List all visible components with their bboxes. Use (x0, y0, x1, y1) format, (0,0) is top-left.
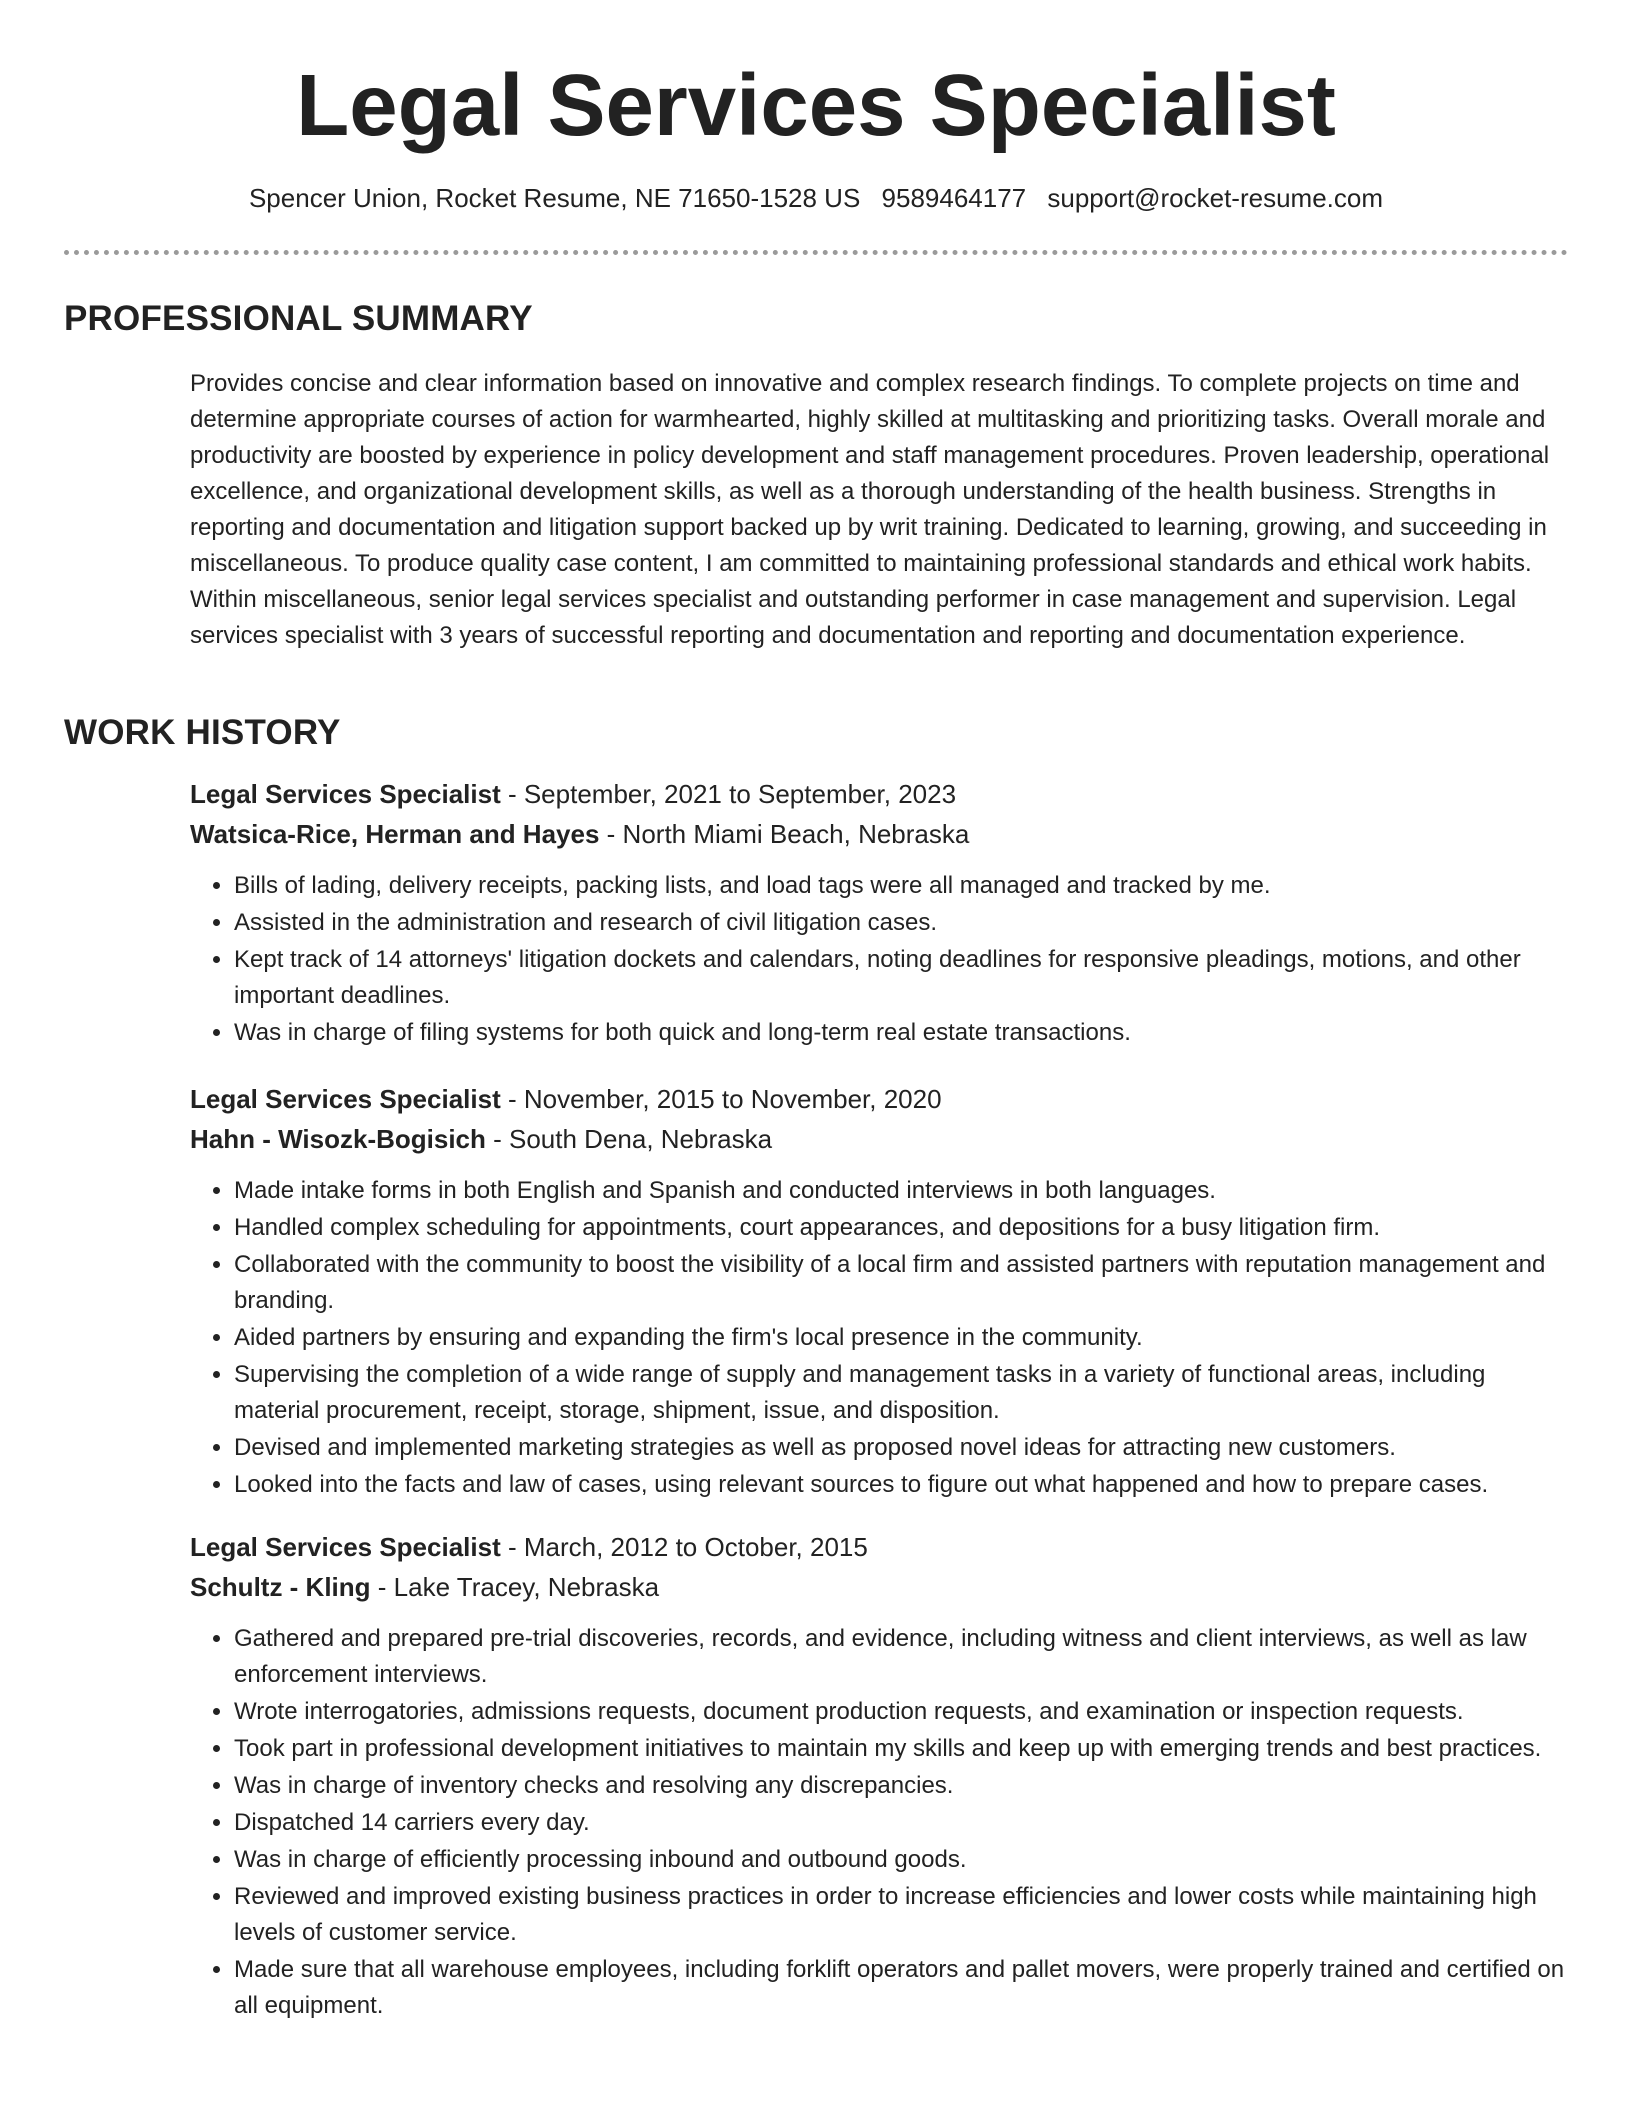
job-bullet: • Supervising the completion of a wide range of supply and management tasks in a variety of functional areas, including material procurement, receipt, storage, shipment, issue, and disposition. (234, 1357, 1570, 1429)
job-bullet: • Was in charge of efficiently processing inbound and outbound goods. (234, 1842, 1570, 1878)
job-bullet: • Devised and implemented marketing strategies as well as proposed novel ideas for attracting new customers. (234, 1430, 1570, 1466)
job-bullet: • Wrote interrogatories, admissions requests, document production requests, and examination or inspection requests. (234, 1694, 1570, 1730)
job-company: Hahn - Wisozk-Bogisich (190, 1124, 486, 1154)
job-dates: - November, 2015 to November, 2020 (500, 1084, 942, 1114)
job-entry (190, 774, 1570, 1052)
contact-phone: 9589464177 (881, 183, 1027, 213)
job-company-line (190, 814, 1570, 854)
header-divider (64, 250, 1568, 255)
resume-name-heading: Legal Services Specialist (296, 57, 1336, 154)
contact-address: Spencer Union, Rocket Resume, NE 71650-1528 US (248, 183, 861, 213)
job-bullet: • Was in charge of filing systems for both quick and long-term real estate transactions. (234, 1015, 1570, 1051)
job-title-line (190, 1079, 1570, 1119)
job-company-line (190, 1119, 1570, 1159)
job-company: Schultz - Kling (190, 1572, 371, 1602)
job-bullet: • Made intake forms in both English and Spanish and conducted interviews in both languages. (234, 1173, 1570, 1209)
job-dates: - March, 2012 to October, 2015 (500, 1532, 868, 1562)
work-section-title: WORK HISTORY (64, 713, 341, 752)
job-location: - Lake Tracey, Nebraska (370, 1572, 660, 1602)
job-bullet: • Assisted in the administration and research of civil litigation cases. (234, 905, 1570, 941)
job-role: Legal Services Specialist (190, 1084, 501, 1114)
job-bullet: • Handled complex scheduling for appointments, court appearances, and depositions for a busy litigation firm. (234, 1210, 1570, 1246)
summary-text: Provides concise and clear information based on innovative and complex research findings. To complete projects on time and determine appropriate courses of action for warmhearted, highly skilled at multitasking and prioritizing tasks. Overall morale and productivity are boosted by experience in policy development and staff management procedures. Proven leadership, operational excellence, and organizational development skills, as well as a thorough understanding of the health business. Strengths in reporting and documentation and litigation support backed up by writ training. Dedicated to learning, growing, and succeeding in miscellaneous. To produce quality case content, I am committed to maintaining professional standards and ethical work habits. Within miscellaneous, senior legal services specialist and outstanding performer in case management and supervision. Legal services specialist with 3 years of successful reporting and documentation and reporting and documentation experience. (190, 370, 1550, 649)
job-bullet: • Gathered and prepared pre-trial discoveries, records, and evidence, including witness and client interviews, as well as law enforcement interviews. (234, 1621, 1570, 1693)
job-role: Legal Services Specialist (190, 779, 501, 809)
job-bullet: • Kept track of 14 attorneys' litigation dockets and calendars, noting deadlines for responsive pleadings, motions, and other important deadlines. (234, 942, 1570, 1014)
job-title-line (190, 1527, 1570, 1567)
job-title-line (190, 774, 1570, 814)
job-dates: - September, 2021 to September, 2023 (500, 779, 957, 809)
contact-line (0, 180, 1632, 216)
job-location: - South Dena, Nebraska (485, 1124, 773, 1154)
job-bullet: • Took part in professional development initiatives to maintain my skills and keep up with emerging trends and best practices. (234, 1731, 1570, 1767)
job-role: Legal Services Specialist (190, 1532, 501, 1562)
job-bullet: • Collaborated with the community to boost the visibility of a local firm and assisted partners with reputation management and branding. (234, 1247, 1570, 1319)
job-bullets (190, 1621, 1570, 2024)
job-bullet: • Reviewed and improved existing business practices in order to increase efficiencies and lower costs while maintaining high levels of customer service. (234, 1879, 1570, 1951)
job-entry (190, 1079, 1570, 1504)
job-bullet: • Bills of lading, delivery receipts, packing lists, and load tags were all managed and tracked by me. (234, 868, 1570, 904)
job-bullet: • Looked into the facts and law of cases, using relevant sources to figure out what happened and how to prepare cases. (234, 1467, 1570, 1503)
job-bullets (190, 1173, 1570, 1503)
job-bullet: • Made sure that all warehouse employees, including forklift operators and pallet movers, were properly trained and certified on all equipment. (234, 1952, 1570, 2024)
job-company: Watsica-Rice, Herman and Hayes (190, 819, 600, 849)
job-bullet: • Aided partners by ensuring and expanding the firm's local presence in the community. (234, 1320, 1570, 1356)
job-bullet: • Was in charge of inventory checks and resolving any discrepancies. (234, 1768, 1570, 1804)
job-entry (190, 1527, 1570, 2025)
job-company-line (190, 1567, 1570, 1607)
job-location: - North Miami Beach, Nebraska (599, 819, 970, 849)
job-bullets (190, 868, 1570, 1051)
contact-email: support@rocket-resume.com (1047, 183, 1384, 213)
summary-section-title: PROFESSIONAL SUMMARY (64, 299, 533, 338)
job-bullet: • Dispatched 14 carriers every day. (234, 1805, 1570, 1841)
